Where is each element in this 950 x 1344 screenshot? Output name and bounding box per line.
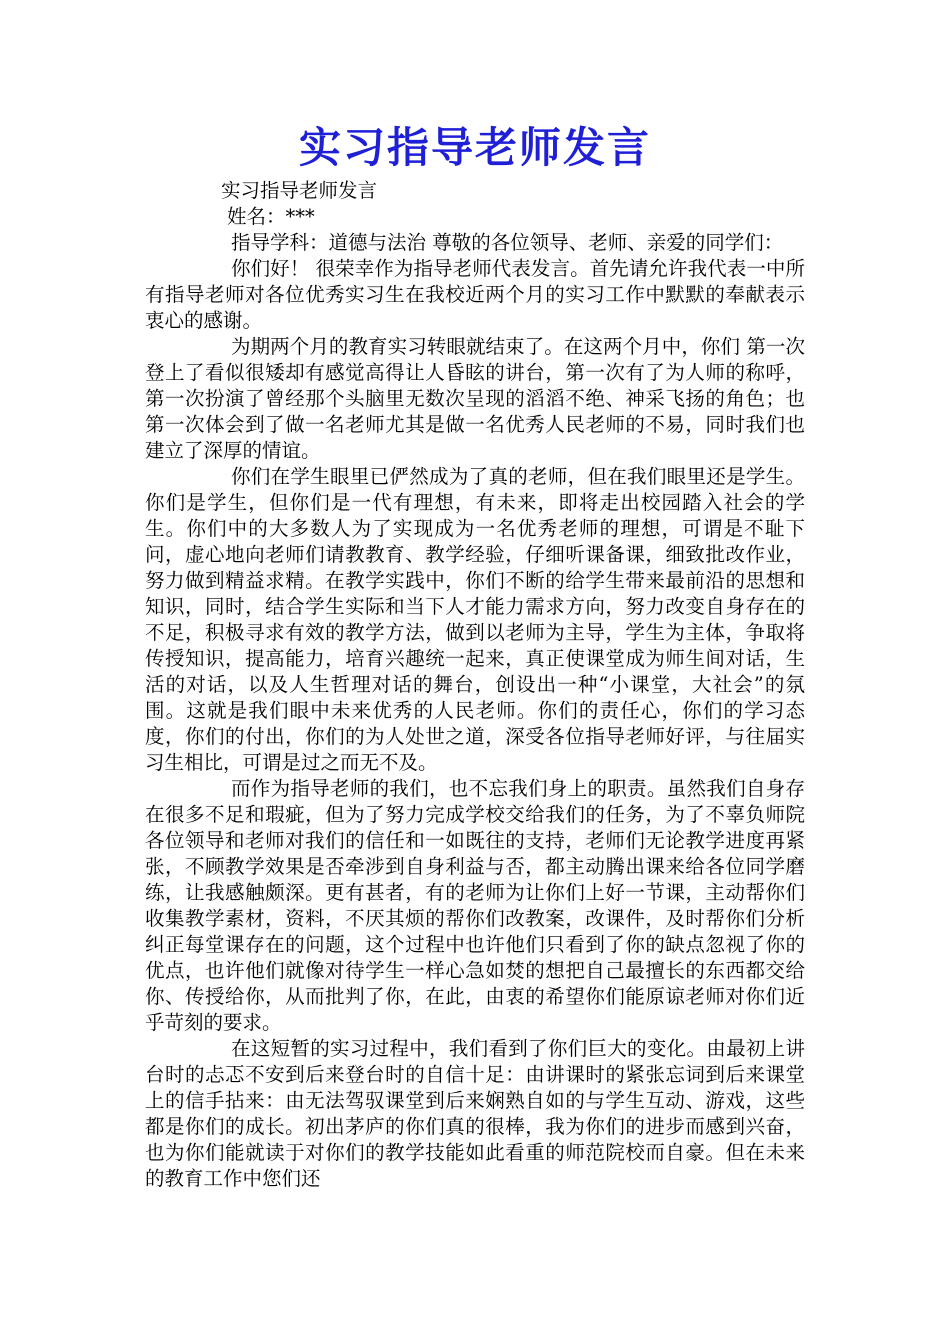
paragraph-changes: 在这短暂的实习过程中，我们看到了你们巨大的变化。由最初上讲台时的忐忑不安到后来登台时的自信十足：由讲课时的紧张忘词到后来课堂上的信手拈来：由无法驾驭课堂到后来娴熟自如的与学生互动、游戏，这些都是你们的成长。初出茅庐的你们真的很棒，我为你们的进步而感到兴奋，也为你们能就读于对你们的教学技能如此看重的师范院校而自豪。但在未来的教育工作中您们还 bbox=[145, 1037, 805, 1190]
paragraph-subject-greeting: 指导学科：道德与法治 尊敬的各位领导、老师、亲爱的同学们： bbox=[231, 231, 784, 254]
paragraph-students: 你们在学生眼里已俨然成为了真的老师，但在我们眼里还是学生。你们是学生，但你们是一代有理想，有未来，即将走出校园踏入社会的学生。你们中的大多数人为了实现成为一名优秀老师的理想，可谓是不耻下问，虚心地向老师们请教教育、教学经验，仔细听课备课，细致批改作业，努力做到精益求精。在教学实践中，你们不断的给学生带来最前沿的思想和知识，同时，结合学生实际和当下人才能力需求方向，努力改变自身存在的不足，积极寻求有效的教学方法，做到以老师为主导，学生为主体，争取将传授知识，提高能力，培育兴趣统一起来，真正使课堂成为师生间对话，生活的对话，以及人生哲理对话的舞台，创设出一种“小课堂，大社会”的氛围。这就是我们眼中未来优秀的人民老师。你们的责任心，你们的学习态度，你们的付出，你们的为人处世之道，深受各位指导老师好评，与往届实习生相比，可谓是过之而无不及。 bbox=[145, 465, 805, 774]
document-page bbox=[145, 118, 805, 1192]
paragraph-teachers-duty: 而作为指导老师的我们，也不忘我们身上的职责。虽然我们自身存在很多不足和瑕疵，但为了努力完成学校交给我们的任务，为了不辜负师院各位领导和老师对我们的信任和一如既往的支持，老师们无论教学进度再紧张，不顾教学效果是否牵涉到自身利益与否，都主动腾出课来给各位同学磨练，让我感触颇深。更有甚者，有的老师为让你们上好一节课，主动帮你们收集教学素材，资料，不厌其烦的帮你们改教案，改课件，及时帮你们分析纠正每堂课存在的问题，这个过程中也许他们只看到了你的缺点忽视了你的优点，也许他们就像对待学生一样心急如焚的想把自己最擅长的东西都交给你、传授给你，从而批判了你，在此，由衷的希望你们能原谅老师对你们近乎苛刻的要求。 bbox=[145, 777, 805, 1034]
document-subtitle: 实习指导老师发言 bbox=[221, 179, 378, 202]
paragraph-two-months: 为期两个月的教育实习转眼就结束了。在这两个月中，你们 第一次登上了看似很矮却有感觉高得让人昏眩的讲台，第一次有了为人师的称呼，第一次扮演了曾经那个头脑里无数次呈现的滔滔不绝、神采飞扬的角色；也第一次体会到了做一名老师尤其是做一名优秀人民老师的不易，同时我们也建立了深厚的情谊。 bbox=[145, 335, 805, 462]
paragraph-opening: 你们好！ 很荣幸作为指导老师代表发言。首先请允许我代表一中所有指导老师对各位优秀实习生在我校近两个月的实习工作中默默的奉献表示衷心的感谢。 bbox=[145, 257, 805, 332]
author-line: 姓名：*** bbox=[227, 205, 315, 228]
document-title: 实习指导老师发言 bbox=[298, 123, 651, 172]
